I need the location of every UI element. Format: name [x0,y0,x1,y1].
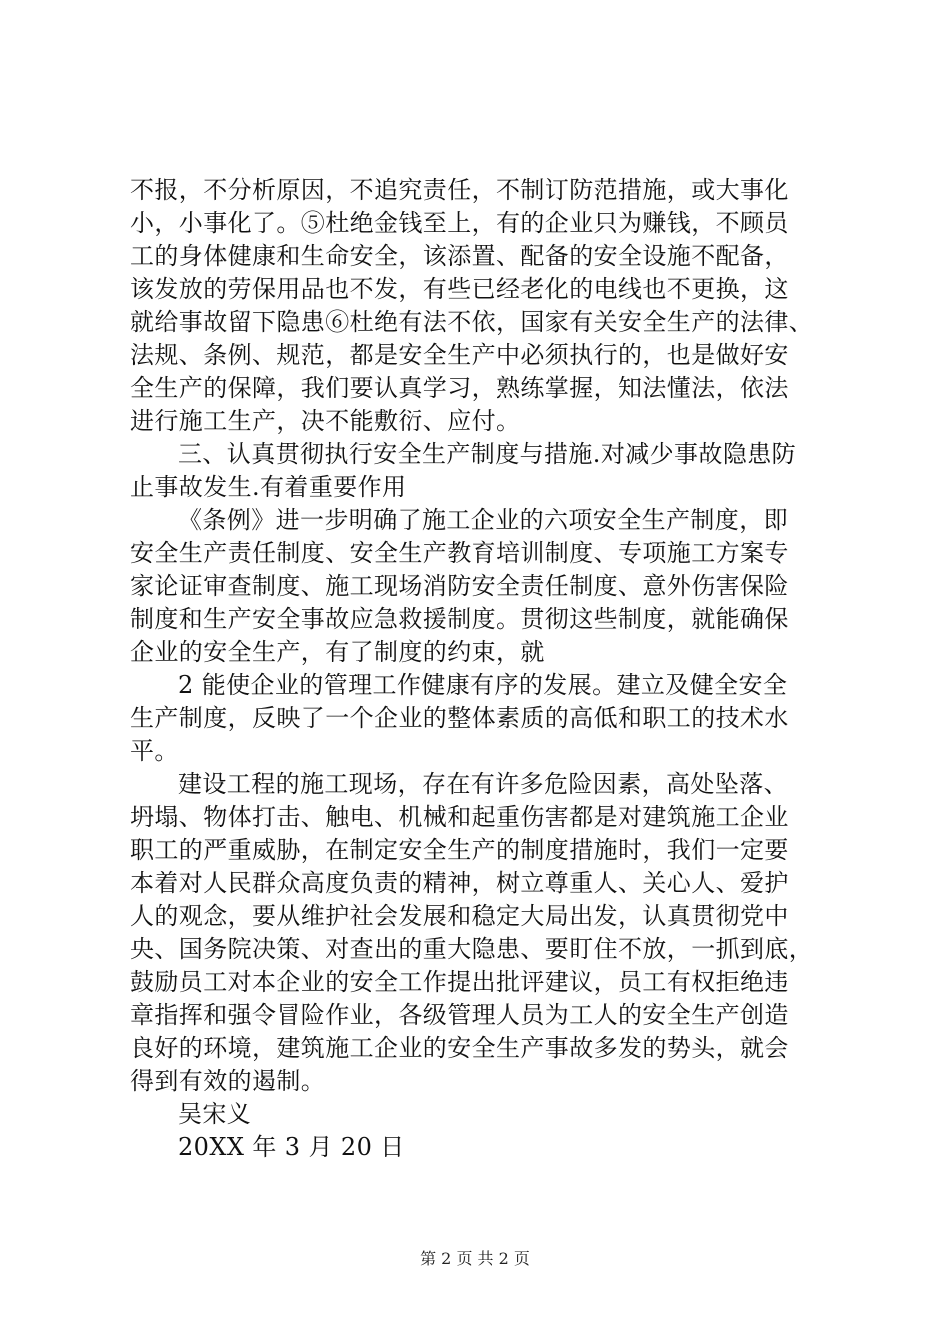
document-body [130,174,855,1164]
text-line: 安全生产责任制度、安全生产教育培训制度、专项施工方案专 [130,539,789,567]
text-line: 本着对人民群众高度负责的精神，树立尊重人、关心人、爱护 [130,869,789,897]
text-line: 企业的安全生产，有了制度的约束，就 [130,638,545,666]
text-line: 建设工程的施工现场，存在有许多危险因素，高处坠落、 [178,770,788,798]
text-line: 鼓励员工对本企业的安全工作提出批评建议，员工有权拒绝违 [130,968,789,996]
text-line: 得到有效的遏制。 [130,1067,326,1095]
text-line: 该发放的劳保用品也不发，有些已经老化的电线也不更换，这 [130,275,789,303]
text-line: 人的观念，要从维护社会发展和稳定大局出发，认真贯彻党中 [130,902,789,930]
text-line: 不报，不分析原因，不追究责任，不制订防范措施，或大事化 [130,176,789,204]
section-heading-line: 止事故发生.有着重要作用 [130,473,407,501]
text-line: 就给事故留下隐患⑥杜绝有法不依，国家有关安全生产的法律、 [130,308,814,336]
text-line: 生产制度，反映了一个企业的整体素质的高低和职工的技术水 [130,704,789,732]
text-line: 良好的环境，建筑施工企业的安全生产事故多发的势头，就会 [130,1034,789,1062]
signature: 吴宋义 [178,1100,252,1128]
document-date: 20XX 年 3 月 20 日 [178,1133,405,1161]
text-line: 家论证审查制度、施工现场消防安全责任制度、意外伤害保险 [130,572,789,600]
text-line: 职工的严重威胁，在制定安全生产的制度措施时，我们一定要 [130,836,789,864]
section-heading-line: 三、认真贯彻执行安全生产制度与措施.对减少事故隐患防 [178,440,797,468]
text-line: 进行施工生产，决不能敷衍、应付。 [130,407,521,435]
text-line: 章指挥和强令冒险作业，各级管理人员为工人的安全生产创造 [130,1001,789,1029]
text-line: 小，小事化了。⑤杜绝金钱至上，有的企业只为赚钱，不顾员 [130,209,789,237]
text-line: 工的身体健康和生命安全，该添置、配备的安全设施不配备， [130,242,789,270]
page-number-footer: 第 2 页 共 2 页 [420,1249,530,1268]
text-line: 制度和生产安全事故应急救援制度。贯彻这些制度，就能确保 [130,605,789,633]
text-line: 坍塌、物体打击、触电、机械和起重伤害都是对建筑施工企业 [130,803,789,831]
text-line: 央、国务院决策、对查出的重大隐患、要盯住不放，一抓到底， [130,935,814,963]
text-line: 法规、条例、规范，都是安全生产中必须执行的，也是做好安 [130,341,789,369]
text-line: 平。 [130,737,179,765]
text-line: 全生产的保障，我们要认真学习，熟练掌握，知法懂法，依法 [130,374,789,402]
text-line: 2 能使企业的管理工作健康有序的发展。建立及健全安全 [178,671,788,699]
text-line: 《条例》进一步明确了施工企业的六项安全生产制度，即 [178,506,788,534]
